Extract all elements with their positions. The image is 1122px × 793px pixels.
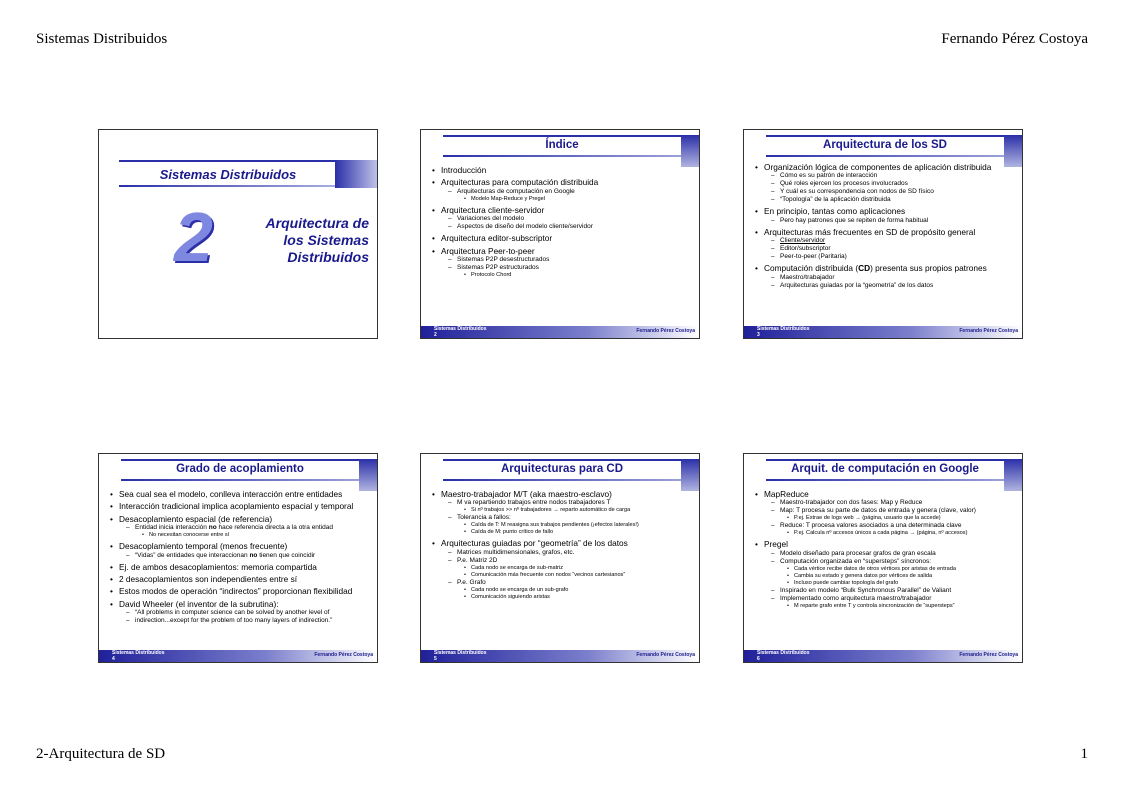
- page-footer-left: 2-Arquitectura de SD: [36, 746, 166, 762]
- bullet: • Arquitecturas para computación distribuida: [431, 177, 693, 187]
- sub-sub-bullet: • No necesitan conocerse entre sí: [109, 532, 371, 539]
- slide-footer: [744, 326, 1022, 338]
- slide-title: Grado de acoplamiento: [176, 463, 304, 475]
- cover-subtitle: [219, 215, 369, 266]
- sub-sub-bullet: • Si nº trabajos >> nº trabajadores → reparto automático de carga: [431, 507, 693, 514]
- sub-bullet: – Pero hay patrones que se repiten de forma habitual: [754, 217, 1016, 225]
- sub-bullet: – Map: T procesa su parte de datos de entrada y genera (clave, valor): [754, 507, 1016, 515]
- sub-bullet: – Maestro-trabajador con dos fases: Map y Reduce: [754, 499, 1016, 507]
- page-header-left: Sistemas Distribuidos: [36, 31, 168, 47]
- sub-bullet: – Maestro/trabajador: [754, 274, 1016, 282]
- sub-bullet: – M va repartiendo trabajos entre nodos trabajadores T: [431, 499, 693, 507]
- bullet: • Arquitecturas guiadas por “geometría” de los datos: [431, 538, 693, 548]
- slide-number: 5: [434, 656, 437, 662]
- sub-sub-bullet: • Caída de T: M reasigna sus trabajos pendientes (¡efectos laterales!): [431, 522, 693, 529]
- sub-bullet: – Qué roles ejercen los procesos involucrados: [754, 180, 1016, 188]
- bullet: • MapReduce: [754, 489, 1016, 499]
- sub-bullet: – Variaciones del modelo: [431, 215, 693, 223]
- slide-6-google: [743, 453, 1023, 663]
- slide-footer-right: Fernando Pérez Costoya: [959, 652, 1018, 658]
- sub-sub-bullet: • Comunicación siguiendo aristas: [431, 594, 693, 601]
- bullet: • Sea cual sea el modelo, conlleva interacción entre entidades: [109, 489, 371, 499]
- slide-footer-right: Fernando Pérez Costoya: [636, 652, 695, 658]
- sub-sub-bullet: • Cada nodo se encarga de un sub-grafo: [431, 587, 693, 594]
- slide-footer-right: Fernando Pérez Costoya: [314, 652, 373, 658]
- slide-content: [754, 162, 1016, 290]
- slide-number: 6: [757, 656, 760, 662]
- sub-sub-bullet: • Cambia su estado y genera datos por vértices de salida: [754, 573, 1016, 580]
- sub-bullet: – Inspirado en modelo “Bulk Synchronous Parallel” de Valiant: [754, 587, 1016, 595]
- sub-bullet: – “Vidas” de entidades que interaccionan no tienen que coincidir: [109, 552, 371, 560]
- slide-footer-right: Fernando Pérez Costoya: [959, 328, 1018, 334]
- slide-5-arquitecturas-cd: [420, 453, 700, 663]
- sub-bullet: – Tolerancia a fallos:: [431, 514, 693, 522]
- slide-number: 3: [757, 332, 760, 338]
- slide-footer-left: Sistemas Distribuidos 6: [757, 650, 810, 662]
- bullet: • Interacción tradicional implica acoplamiento espacial y temporal: [109, 501, 371, 511]
- sub-bullet: – Implementado como arquitectura maestro/trabajador: [754, 595, 1016, 603]
- sub-sub-bullet: • P.ej. Calcula nº accesos únicos a cada página → (página, nº accesos): [754, 530, 1016, 537]
- sub-bullet: – Sistemas P2P desestructurados: [431, 256, 693, 264]
- sub-sub-bullet: • Modelo Map-Reduce y Pregel: [431, 196, 693, 203]
- sub-sub-bullet: • Comunicación más frecuente con nodos “vecinos cartesianos”: [431, 572, 693, 579]
- sub-bullet: – Cómo es su patrón de interacción: [754, 172, 1016, 180]
- cover-bar-bottom: [119, 185, 337, 187]
- slide-1-cover: [98, 129, 378, 339]
- slide-footer-left: Sistemas Distribuidos 4: [112, 650, 165, 662]
- slide-3-arquitectura-sd: [743, 129, 1023, 339]
- slide-title: Índice: [545, 139, 579, 151]
- bullet: • Computación distribuida (CD) presenta sus propios patrones: [754, 263, 1016, 273]
- sub-bullet: – “Topología” de la aplicación distribuida: [754, 196, 1016, 204]
- sub-bullet: – Y cuál es su correspondencia con nodos de SD físico: [754, 188, 1016, 196]
- slide-number: 4: [112, 656, 115, 662]
- sub-bullet: – Peer-to-peer (Paritaria): [754, 253, 1016, 261]
- slide-content: [109, 489, 371, 625]
- sub-sub-bullet: • Protocolo Chord: [431, 272, 693, 279]
- slide-footer-left: Sistemas Distribuidos 2: [434, 326, 487, 338]
- bullet: • Estos modos de operación “indirectos” proporcionan flexibilidad: [109, 586, 371, 596]
- slide-footer: [99, 650, 377, 662]
- sub-bullet: – Arquitecturas de computación en Google: [431, 188, 693, 196]
- cover-subtitle-line: Arquitectura de: [265, 215, 369, 231]
- bullet: • 2 desacoplamientos son independientes entre sí: [109, 574, 371, 584]
- bullet: • David Wheeler (el inventor de la subrutina):: [109, 599, 371, 609]
- sub-sub-bullet: • Cada nodo se encarga de sub-matriz: [431, 565, 693, 572]
- cover-title: Sistemas Distribuidos: [159, 167, 297, 182]
- chapter-number: 2: [174, 198, 213, 276]
- slide-4-acoplamiento: [98, 453, 378, 663]
- bullet: • En principio, tantas como aplicaciones: [754, 206, 1016, 216]
- page-number: 1: [1080, 746, 1088, 762]
- cover-subtitle-line: los Sistemas: [283, 232, 369, 248]
- bullet: • Ej. de ambos desacoplamientos: memoria compartida: [109, 562, 371, 572]
- sub-sub-bullet: • P.ej. Extrae de logs web → (página, usuario que la accede): [754, 515, 1016, 522]
- sub-bullet: – P.e. Matriz 2D: [431, 557, 693, 565]
- bullet: • Maestro-trabajador M/T (aka maestro-esclavo): [431, 489, 693, 499]
- cover-subtitle-line: Distribuidos: [287, 249, 369, 265]
- slide-title: Arquitecturas para CD: [500, 463, 624, 475]
- sub-sub-bullet: • Cada vértice recibe datos de otros vértices por aristas de entrada: [754, 566, 1016, 573]
- sub-bullet: – Computación organizada en “supersteps” síncronos:: [754, 558, 1016, 566]
- sub-sub-bullet: • Caída de M: punto crítico de fallo: [431, 529, 693, 536]
- sub-bullet: – Cliente/servidor: [754, 237, 1016, 245]
- bullet: • Arquitectura editor-subscriptor: [431, 233, 693, 243]
- page-header-right: Fernando Pérez Costoya: [941, 31, 1088, 47]
- bullet: • Organización lógica de componentes de aplicación distribuida: [754, 162, 1016, 172]
- slide-number: 2: [434, 332, 437, 338]
- bullet: • Arquitecturas más frecuentes en SD de propósito general: [754, 227, 1016, 237]
- slide-footer-left: Sistemas Distribuidos 3: [757, 326, 810, 338]
- bullet: • Arquitectura cliente-servidor: [431, 205, 693, 215]
- cover-bar-top: [119, 160, 337, 162]
- sub-bullet: – Editor/subscriptor: [754, 245, 1016, 253]
- slide-title: Arquitectura de los SD: [823, 139, 947, 151]
- slide-footer: [421, 326, 699, 338]
- sub-bullet: – Arquitecturas guiadas por la “geometría” de los datos: [754, 282, 1016, 290]
- slide-footer: [421, 650, 699, 662]
- bullet: • Desacoplamiento temporal (menos frecuente): [109, 541, 371, 551]
- slide-content: [754, 489, 1016, 610]
- slide-footer-right: Fernando Pérez Costoya: [636, 328, 695, 334]
- cover-bar-block: [335, 160, 378, 188]
- bullet: • Desacoplamiento espacial (de referencia): [109, 514, 371, 524]
- sub-bullet: – Entidad inicia interacción no hace referencia directa a la otra entidad: [109, 524, 371, 532]
- sub-bullet: – Matrices multidimensionales, grafos, etc.: [431, 549, 693, 557]
- sub-bullet: – Sistemas P2P estructurados: [431, 264, 693, 272]
- sub-bullet: – Reduce: T procesa valores asociados a una determinada clave: [754, 522, 1016, 530]
- slide-2-indice: [420, 129, 700, 339]
- bullet: • Introducción: [431, 165, 693, 175]
- sub-bullet-continued: – indirection...except for the problem of too many layers of indirection.”: [109, 617, 371, 625]
- sub-sub-bullet: • Incluso puede cambiar topología del grafo: [754, 580, 1016, 587]
- slide-content: [431, 165, 693, 279]
- bullet: • Arquitectura Peer-to-peer: [431, 246, 693, 256]
- sub-bullet: – “All problems in computer science can be solved by another level of: [109, 609, 371, 617]
- slide-footer-left: Sistemas Distribuidos 5: [434, 650, 487, 662]
- bullet: • Pregel: [754, 539, 1016, 549]
- sub-sub-bullet: • M reparte grafo entre T y controla sincronización de “supersteps”: [754, 603, 1016, 610]
- sub-bullet: – Aspectos de diseño del modelo cliente/servidor: [431, 223, 693, 231]
- sub-bullet: – P.e. Grafo: [431, 579, 693, 587]
- sub-bullet: – Modelo diseñado para procesar grafos de gran escala: [754, 550, 1016, 558]
- slide-content: [431, 489, 693, 601]
- slide-title: Arquit. de computación en Google: [791, 463, 979, 475]
- slide-footer: [744, 650, 1022, 662]
